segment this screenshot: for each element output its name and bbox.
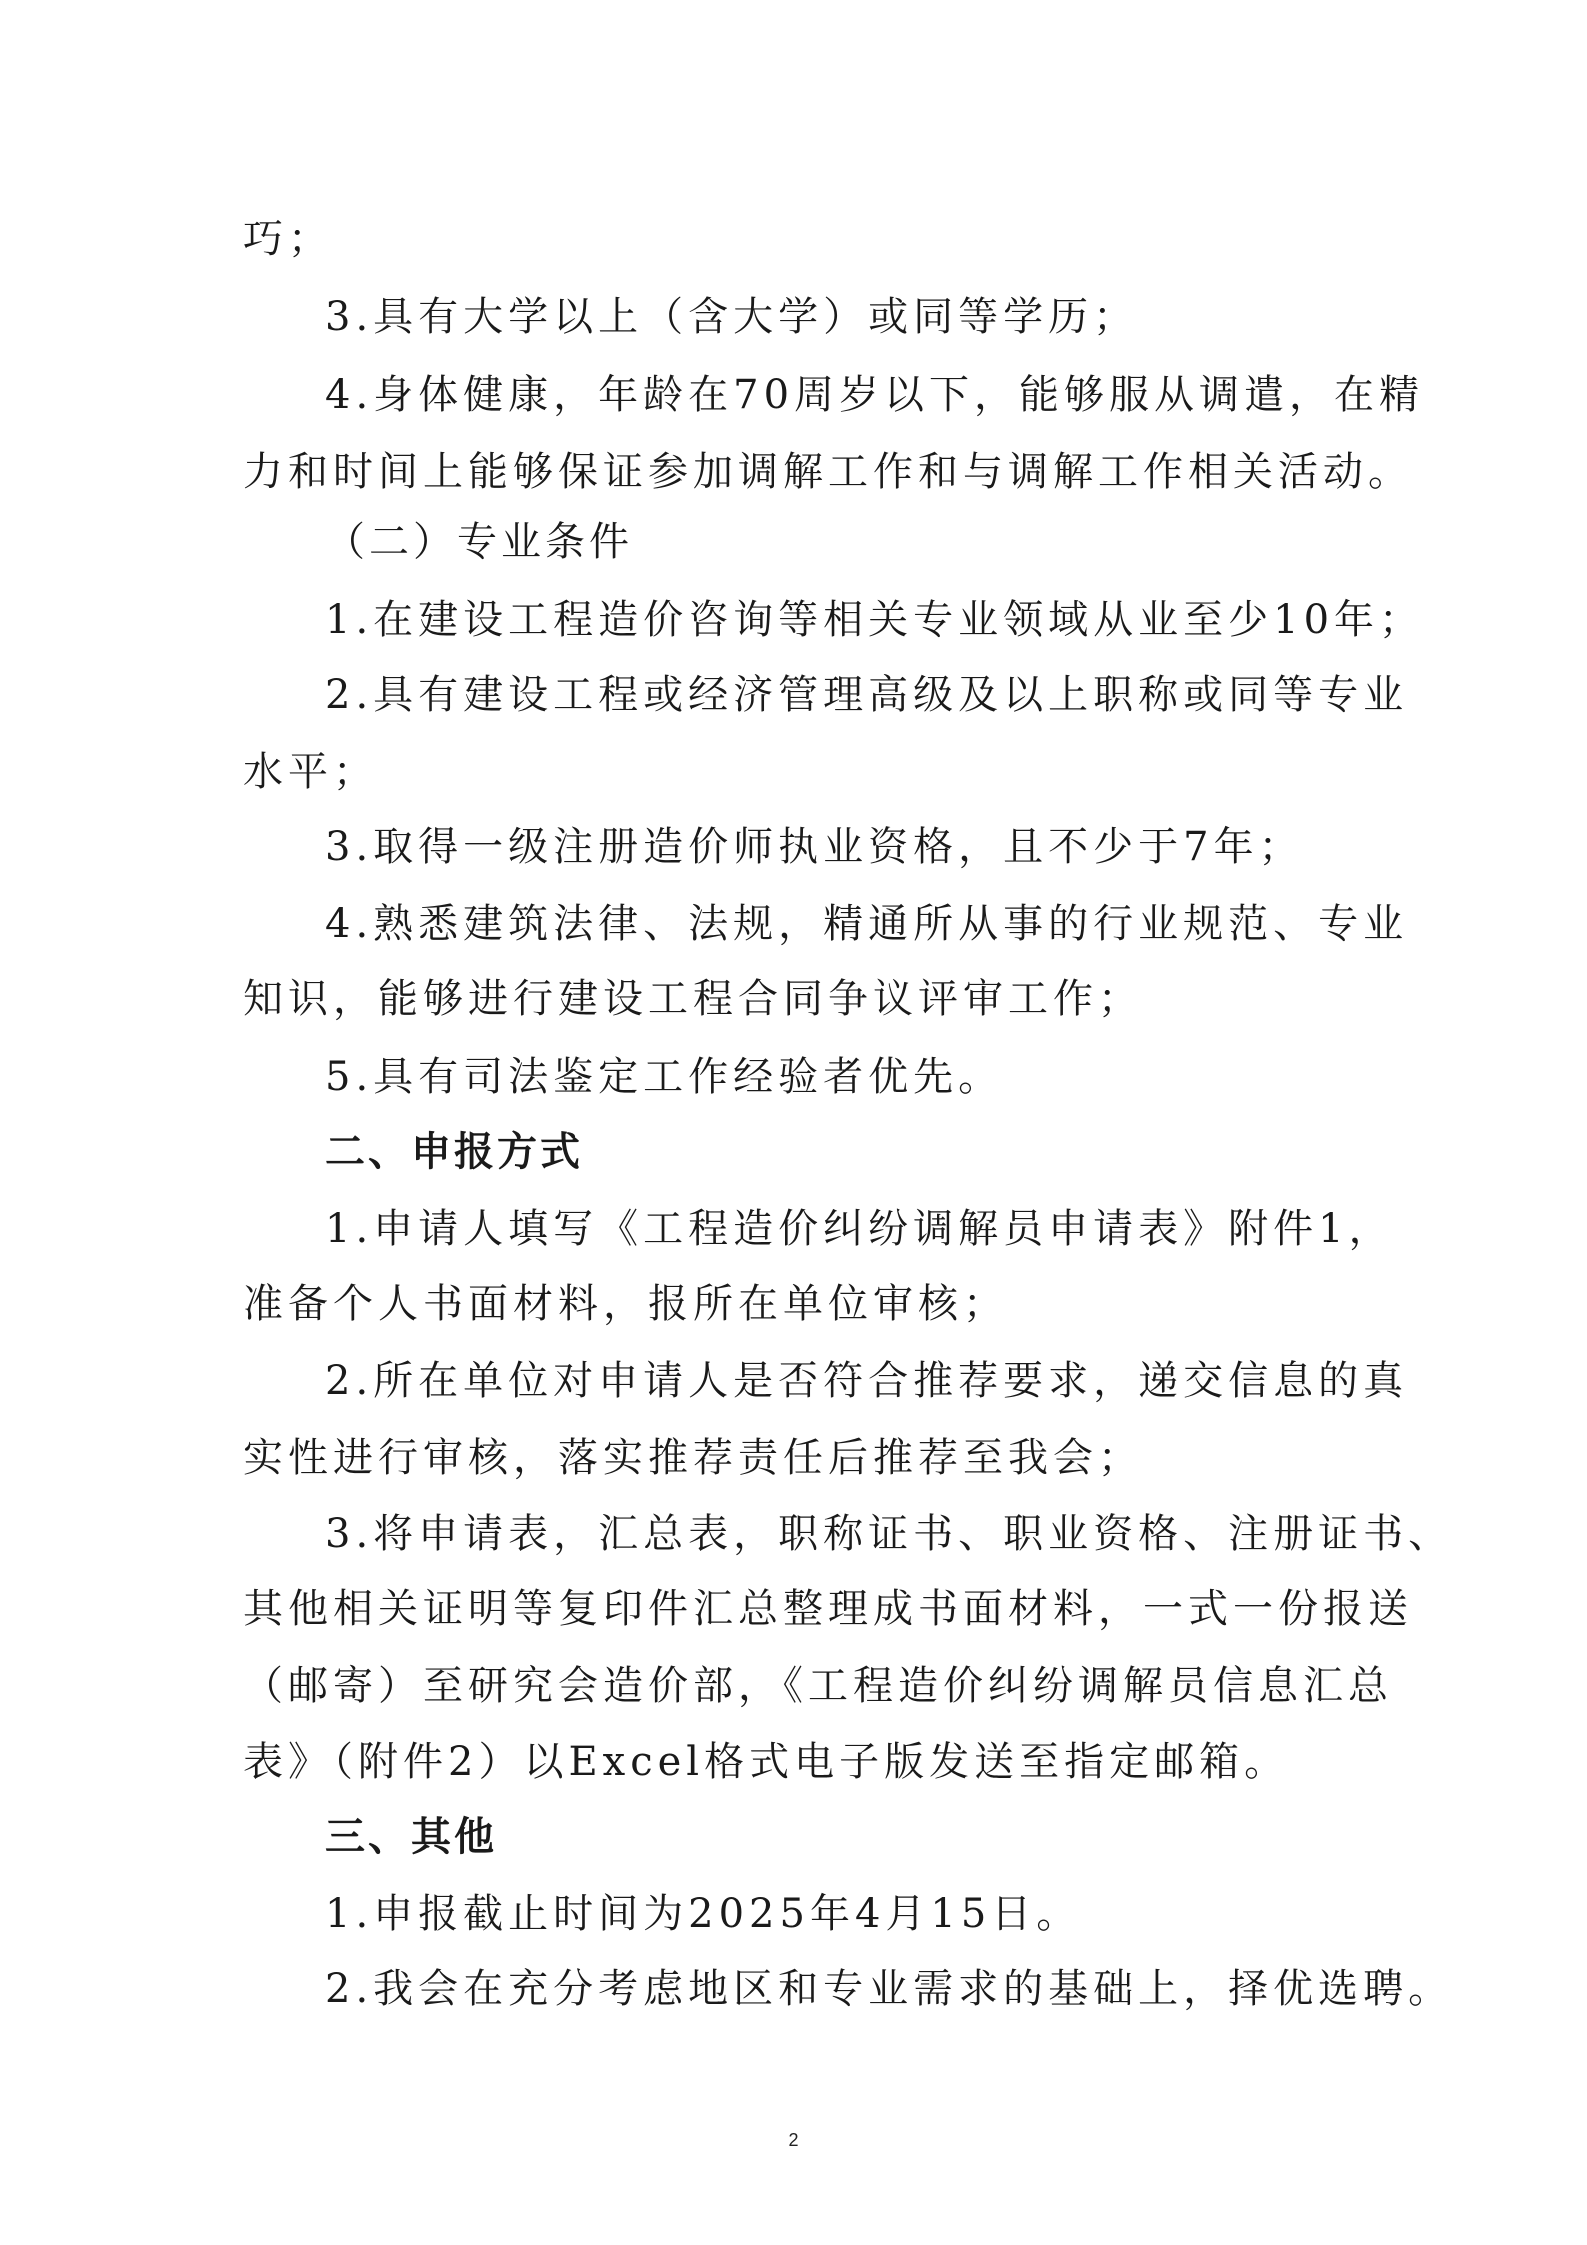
paragraph-line: 1.在建设工程造价咨询等相关专业领域从业至少10年；: [325, 597, 1425, 643]
paragraph-line: 2.具有建设工程或经济管理高级及以上职称或同等专业: [325, 672, 1409, 718]
paragraph-line: 巧；: [243, 216, 333, 262]
paragraph-line: 力和时间上能够保证参加调解工作和与调解工作相关活动。: [243, 449, 1413, 495]
paragraph-line: 其他相关证明等复印件汇总整理成书面材料，一式一份报送: [243, 1586, 1413, 1632]
section-subheading: （二）专业条件: [325, 519, 633, 565]
paragraph-line: 知识，能够进行建设工程合同争议评审工作；: [243, 976, 1143, 1022]
paragraph-line: 4.熟悉建筑法律、法规，精通所从事的行业规范、专业: [325, 901, 1409, 947]
paragraph-line: 2.我会在充分考虑地区和专业需求的基础上，择优选聘。: [325, 1966, 1454, 2012]
page-number: 2: [788, 2130, 799, 2150]
paragraph-line: 5.具有司法鉴定工作经验者优先。: [325, 1054, 1004, 1100]
section-heading: 二、申报方式: [325, 1129, 583, 1175]
paragraph-line: 1.申请人填写《工程造价纠纷调解员申请表》附件1，: [325, 1206, 1394, 1252]
paragraph-line: 准备个人书面材料，报所在单位审核；: [243, 1281, 1008, 1327]
paragraph-line: 3.具有大学以上（含大学）或同等学历；: [325, 294, 1139, 340]
paragraph-line: 3.取得一级注册造价师执业资格，且不少于7年；: [325, 824, 1304, 870]
paragraph-line: （邮寄）至研究会造价部，《工程造价纠纷调解员信息汇总: [243, 1663, 1393, 1709]
section-heading: 三、其他: [325, 1814, 497, 1860]
paragraph-line: 实性进行审核，落实推荐责任后推荐至我会；: [243, 1435, 1143, 1481]
paragraph-line: 4.身体健康，年龄在70周岁以下，能够服从调遣，在精: [325, 372, 1425, 418]
paragraph-line: 水平；: [243, 749, 378, 795]
paragraph-line: 3.将申请表，汇总表，职称证书、职业资格、注册证书、: [325, 1511, 1454, 1557]
paragraph-line: 1.申报截止时间为2025年4月15日。: [325, 1891, 1082, 1937]
paragraph-line: 表》（附件2）以Excel格式电子版发送至指定邮箱。: [243, 1739, 1290, 1785]
paragraph-line: 2.所在单位对申请人是否符合推荐要求，递交信息的真: [325, 1358, 1409, 1404]
